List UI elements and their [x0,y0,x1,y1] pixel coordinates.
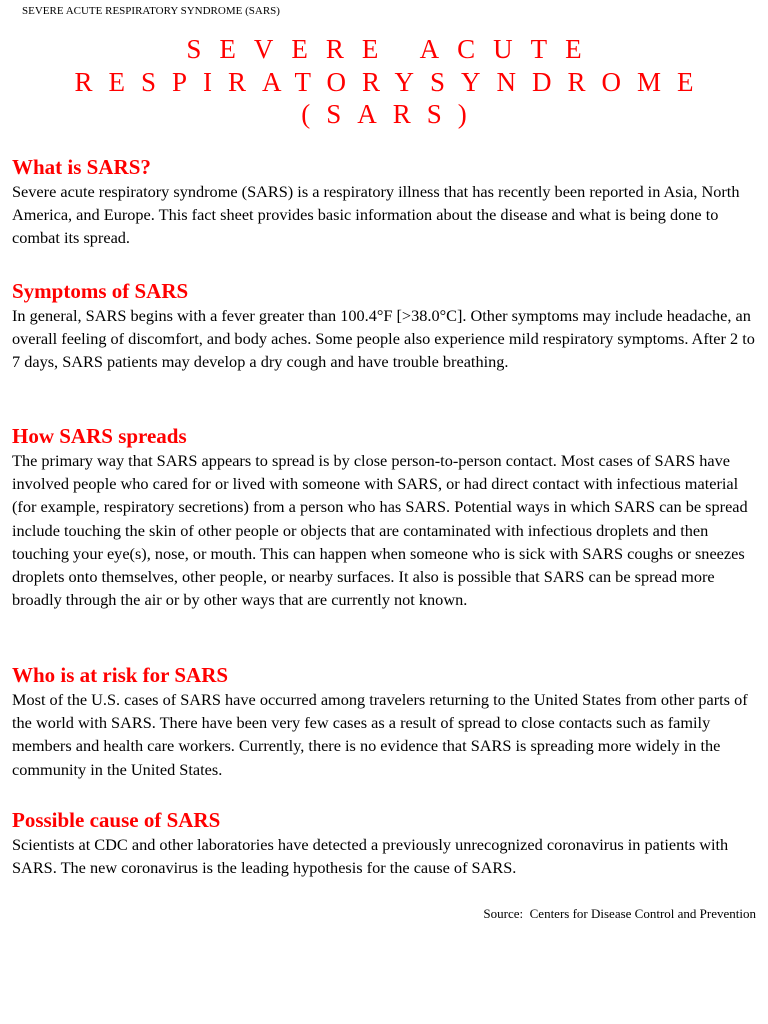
title-line-3: (SARS) [301,99,483,129]
section-heading: How SARS spreads [12,424,187,448]
section-body: The primary way that SARS appears to spread is by close person-to-person contact. Most cases of SARS have involved people who cared for or lived with someone with SARS, or had direct contact with infectious material (for example, respiratory secretions) from a person who has SARS. Potential ways in which SARS can be spread include touching the skin of other people or objects that are contaminated with infectious droplets and then touching your eye(s), nose, or mouth. This can happen when someone who is sick with SARS coughs or sneezes droplets onto themselves, other people, or nearby surfaces. It also is possible that SARS can be spread more broadly through the air or by other ways that are currently not known. [12,451,748,610]
section-possible-cause [12,807,758,879]
section-heading: What is SARS? [12,155,151,179]
section-body: Most of the U.S. cases of SARS have occurred among travelers returning to the United States from other parts of the world with SARS. There have been very few cases as a result of spread to close contacts such as family members and health care workers. Currently, there is no evidence that SARS is spreading more widely in the community in the United States. [12,690,748,779]
section-body: Scientists at CDC and other laboratories have detected a previously unrecognized coronavirus in patients with SARS. The new coronavirus is the leading hypothesis for the cause of SARS. [12,835,729,878]
section-symptoms [12,278,758,374]
section-body: In general, SARS begins with a fever greater than 100.4°F [>38.0°C]. Other symptoms may include headache, an overall feeling of discomfort, and body aches. Some people also experience mild respiratory symptoms. After 2 to 7 days, SARS patients may develop a dry cough and have trouble breathing. [12,306,755,372]
section-heading: Symptoms of SARS [12,279,189,303]
section-how-spreads [12,423,758,611]
section-heading: Who is at risk for SARS [12,663,229,687]
title-line-1: SEVERE ACUTE [186,34,600,64]
section-what-is-sars [12,154,758,250]
section-heading: Possible cause of SARS [12,808,221,832]
running-header: SEVERE ACUTE RESPIRATORY SYNDROME (SARS) [22,5,280,17]
section-body: Severe acute respiratory syndrome (SARS) is a respiratory illness that has recently been reported in Asia, North America, and Europe. This fact sheet provides basic information about the disease and what is being done to combat its spread. [12,182,740,248]
section-who-at-risk [12,662,758,781]
title-line-2: RESPIRATORYSYNDROME [74,67,710,97]
source-note: Source: Centers for Disease Control and Prevention [483,906,756,921]
